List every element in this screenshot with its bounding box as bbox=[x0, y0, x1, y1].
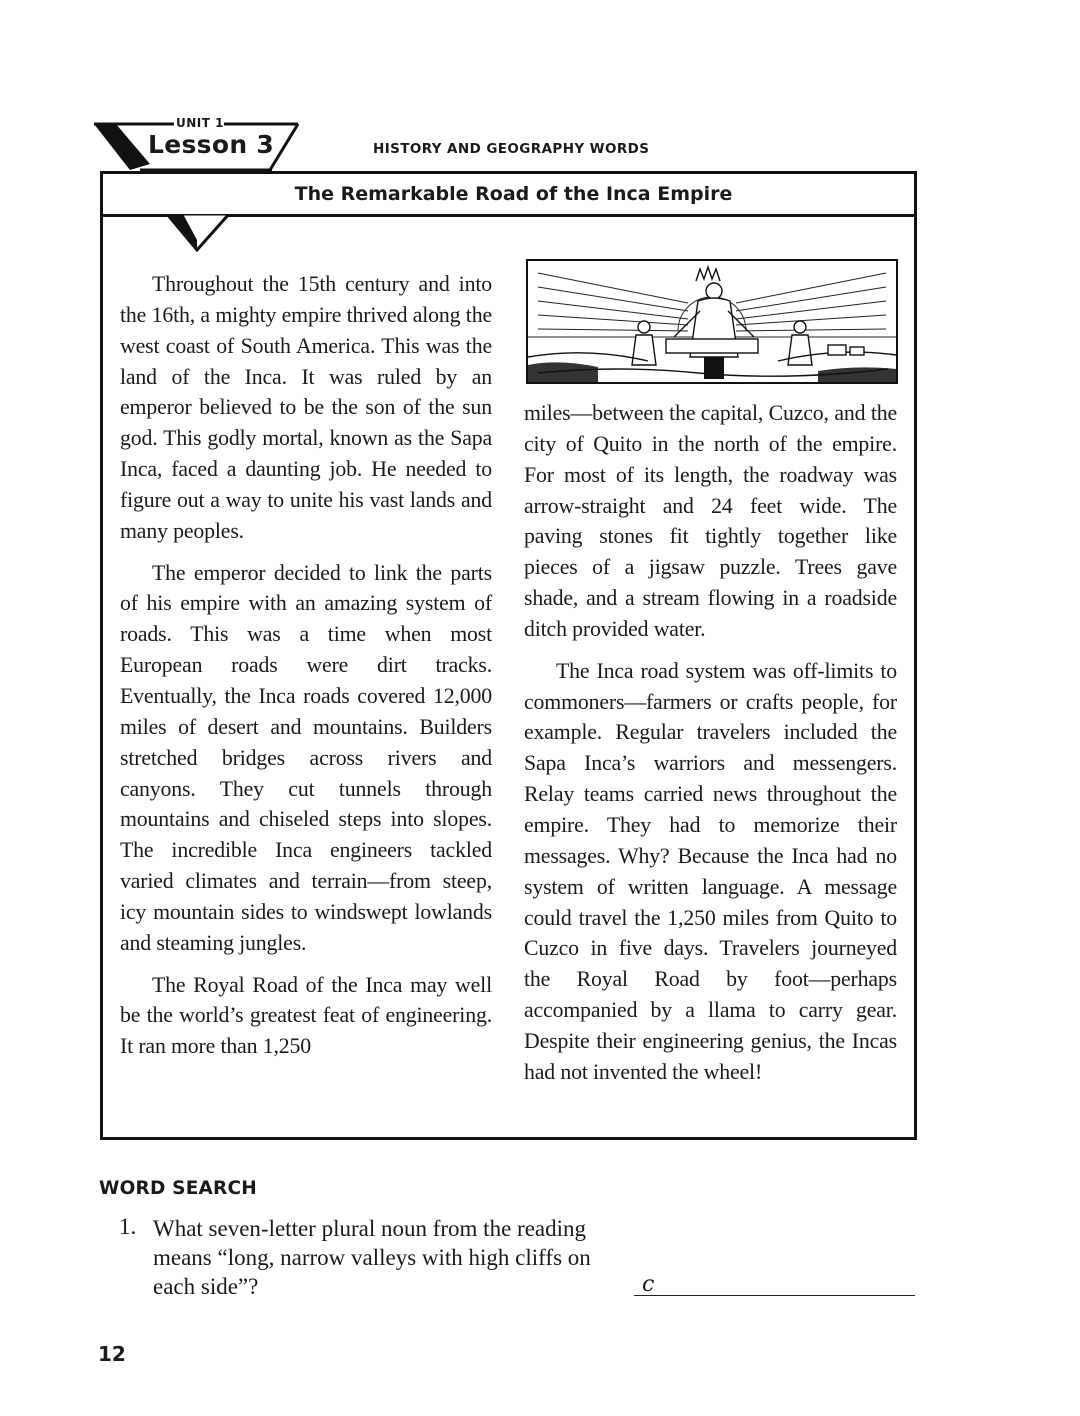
page-number: 12 bbox=[98, 1342, 126, 1366]
lesson-label: Lesson 3 bbox=[148, 130, 275, 159]
paragraph: The emperor decided to link the parts of his empire with an amazing system of roads. This was a time when most European roads were dirt tracks. Eventually, the Inca roads covered 12,000 miles of desert and mountains. Builders stretched bridges across rivers and canyons. They cut tunnels through mountains and chiseled steps into slopes. The incredible Inca engineers tackled varied climates and terrain—from steep, icy mountain sides to windswept lowlands and steaming jungles. bbox=[120, 560, 492, 955]
paragraph: Throughout the 15th century and into the 16th, a mighty empire thrived along the west coast of South America. This was the land of the Inca. It was ruled by an emperor believed to be the son of the sun god. This godly mortal, known as the Sapa Inca, faced a daunting job. He needed to figure out a way to unite his vast lands and many peoples. bbox=[120, 272, 492, 543]
answer-line[interactable] bbox=[634, 1295, 915, 1296]
answer-hint-letter: c bbox=[642, 1272, 655, 1297]
title-notch-triangle bbox=[163, 214, 233, 254]
reading-title: The Remarkable Road of the Inca Empire bbox=[294, 183, 733, 205]
paragraph: The Royal Road of the Inca may well be the world’s greatest feat of engineering. It ran more than 1,250 bbox=[120, 972, 492, 1059]
reading-column-right bbox=[524, 398, 897, 1099]
paragraph: miles—between the capital, Cuzco, and the city of Quito in the north of the empire. For most of its length, the roadway was arrow-straight and 24 feet wide. The paving stones fit tightly together like pieces of a jigsaw puzzle. Trees gave shade, and a stream flowing in a roadside ditch provided water. bbox=[524, 401, 897, 641]
word-search-heading: WORD SEARCH bbox=[99, 1178, 257, 1199]
reading-column-left bbox=[120, 269, 492, 1073]
reading-title-bar bbox=[103, 174, 914, 217]
question-text: What seven-letter plural noun from the reading means “long, narrow valleys with high cliffs on each side”? bbox=[153, 1216, 591, 1299]
category-label: HISTORY AND GEOGRAPHY WORDS bbox=[373, 141, 650, 157]
paragraph: The Inca road system was off-limits to commoners—farmers or crafts people, for example. Regular travelers included the Sapa Inca’s warriors and messengers. Relay teams carried news throughout the empire. They had to memorize their messages. Why? Because the Inca had no system of written language. A message could travel the 1,250 miles from Quito to Cuzco in five days. Travelers journeyed the Royal Road by foot—perhaps accompanied by a llama to carry gear. Despite their engineering genius, the Incas had not invented the wheel! bbox=[524, 658, 897, 1084]
sapa-inca-illustration bbox=[526, 259, 898, 384]
unit-label: UNIT 1 bbox=[176, 116, 224, 130]
question-number: 1. bbox=[119, 1214, 137, 1239]
reading-box bbox=[100, 171, 917, 1140]
